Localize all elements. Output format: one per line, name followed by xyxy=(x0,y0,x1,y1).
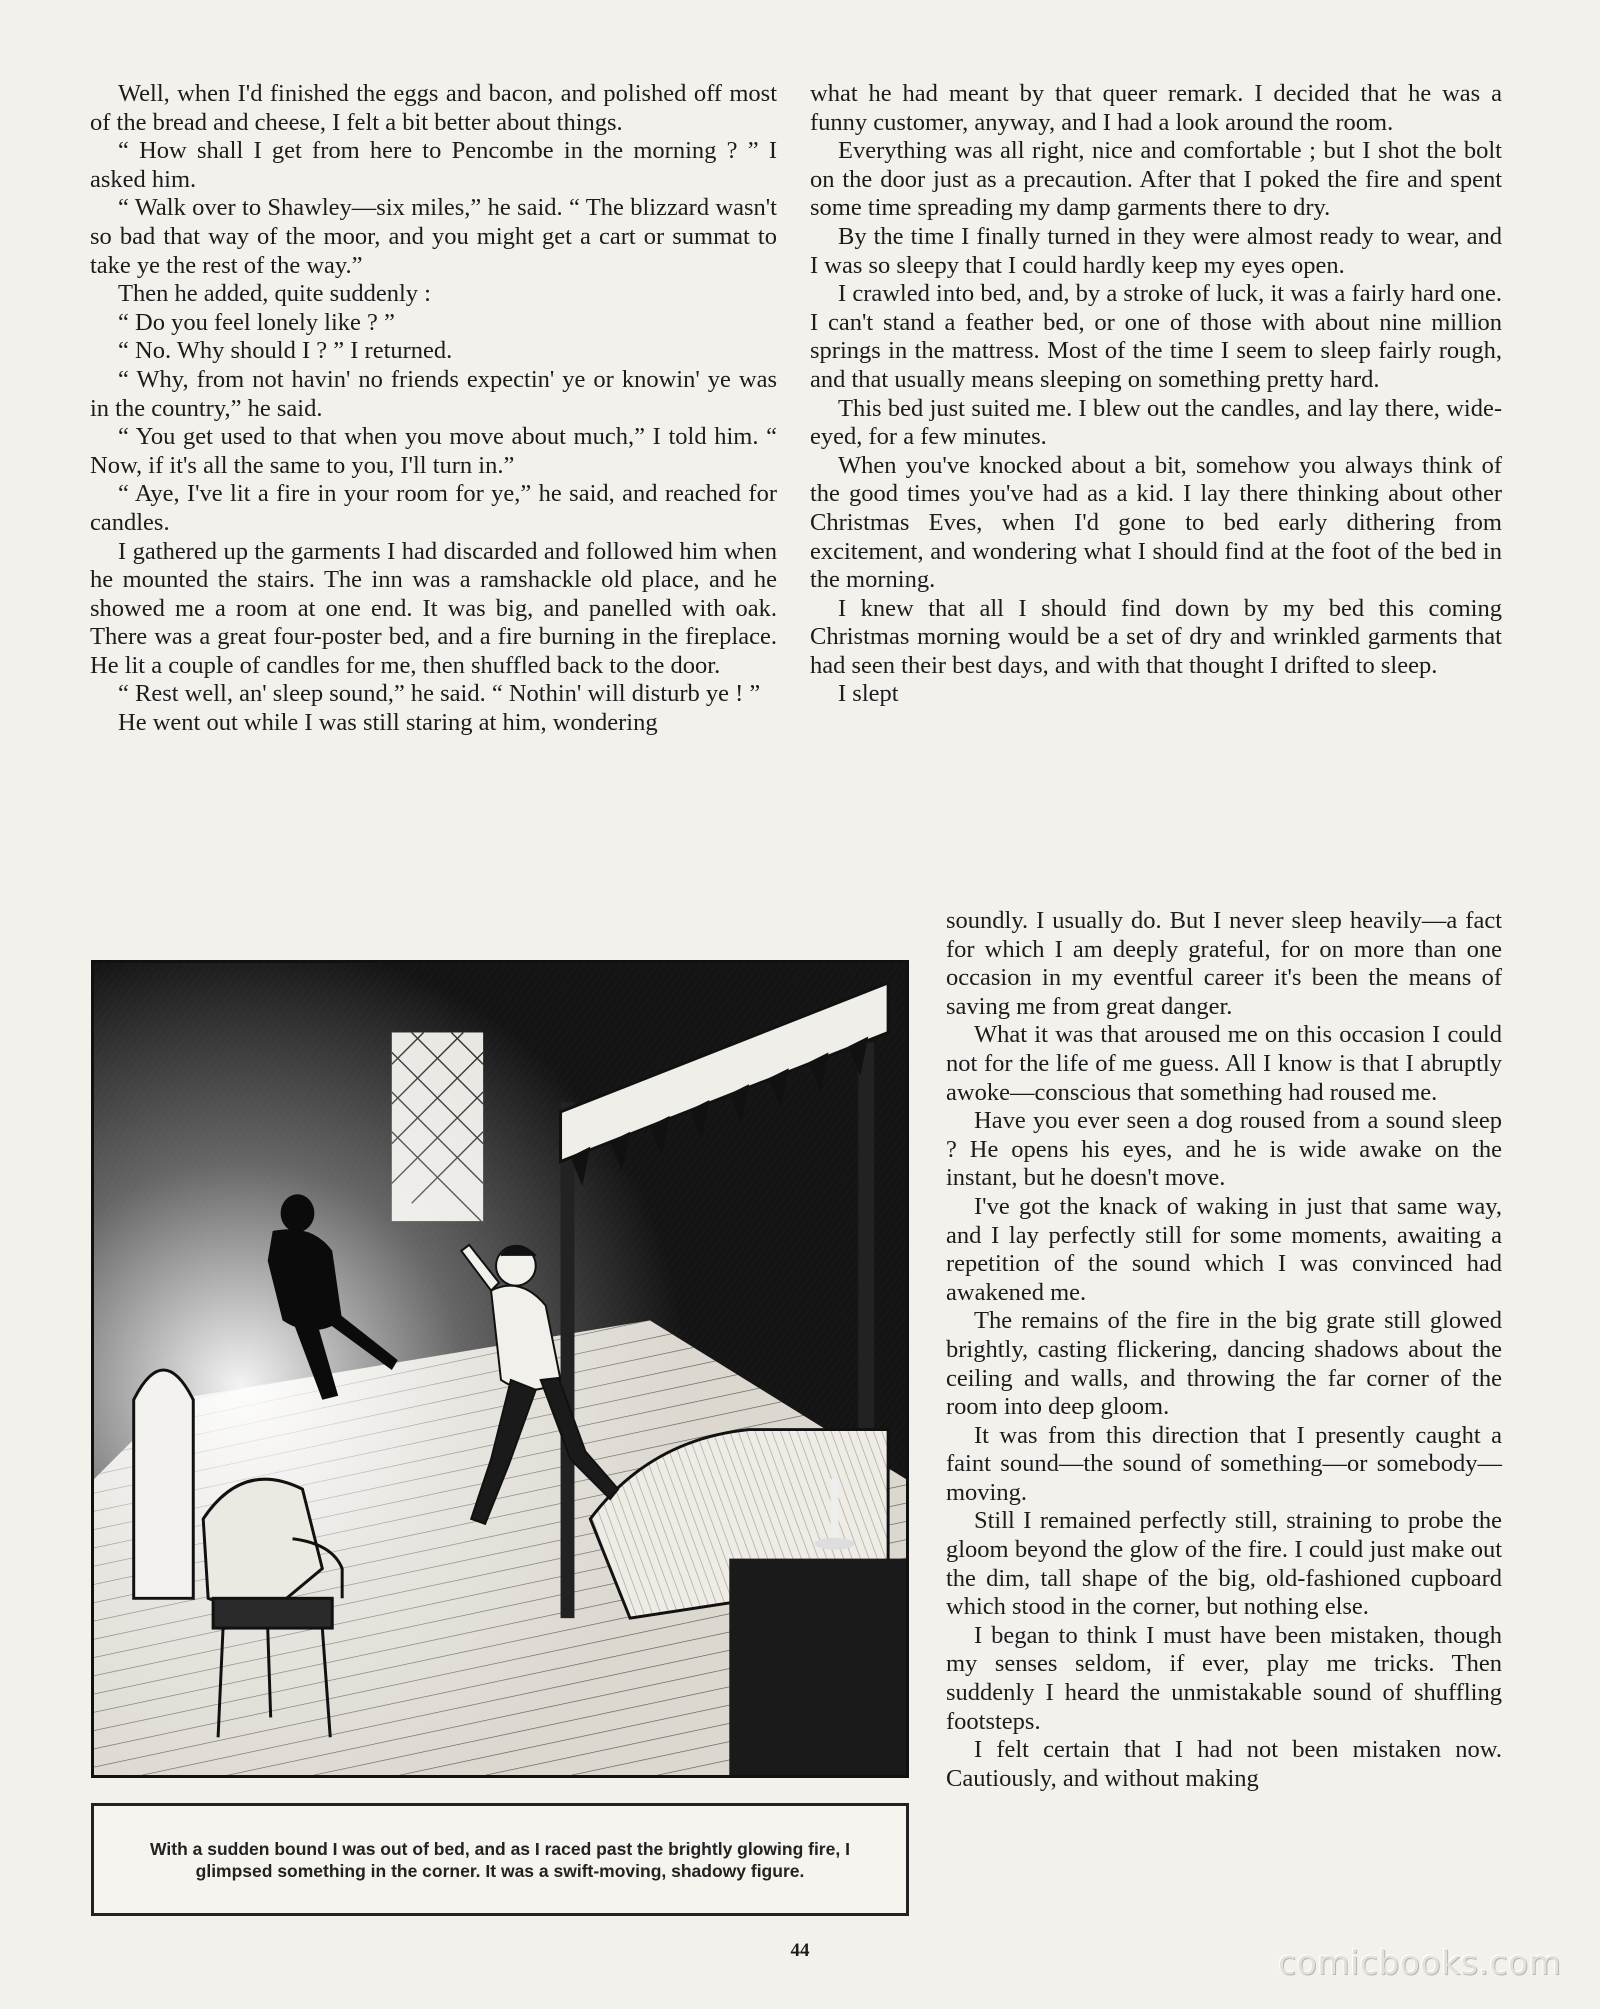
bedroom-scene-drawing xyxy=(94,963,906,1775)
left-column-paragraph: “ How shall I get from here to Pencombe in the morning ? ” I asked him. xyxy=(90,137,777,193)
right-column-lower-paragraph: soundly. I usually do. But I never sleep heavily—a fact for which I am deeply grateful, for on more than one occasion in my eventful career it's been the means of saving me from great danger. xyxy=(946,907,1502,1020)
story-illustration xyxy=(91,960,909,1778)
right-column-paragraph: When you've knocked about a bit, somehow you always think of the good times you've had as a kid. I lay there thinking about other Christmas Eves, when I'd gone to bed early dithering from excitement, and wondering what I should find at the foot of the bed in the morning. xyxy=(810,451,1502,594)
right-column-lower-paragraph: Have you ever seen a dog roused from a sound sleep ? He opens his eyes, and he is wide awake on the instant, but he doesn't move. xyxy=(946,1107,1502,1192)
left-column xyxy=(90,80,777,738)
right-column-bottom xyxy=(946,907,1502,1793)
right-column-paragraph: I crawled into bed, and, by a stroke of luck, it was a fairly hard one. I can't stand a feather bed, or one of those with about nine million springs in the mattress. Most of the time I seem to sleep fairly rough, and that usually means sleeping on something pretty hard. xyxy=(810,280,1502,393)
left-column-paragraph: He went out while I was still staring at him, wondering xyxy=(118,709,658,737)
page-number: 44 xyxy=(790,1940,810,1961)
caption-box xyxy=(91,1803,909,1916)
watermark: comicbooks.com xyxy=(1278,1943,1562,1982)
right-column-lower-paragraph: The remains of the fire in the big grate still glowed brightly, casting flickering, dancing shadows about the ceiling and walls, and throwing the far corner of the room into deep gloom. xyxy=(946,1307,1502,1421)
right-column-lower-paragraph: What it was that aroused me on this occasion I could not for the life of me guess. All I know is that I abruptly awoke—conscious that something had roused me. xyxy=(946,1021,1502,1106)
left-column-paragraph: “ Why, from not havin' no friends expectin' ye or knowin' ye was in the country,” he said. xyxy=(90,365,777,422)
right-column-lower-paragraph: I felt certain that I had not been mistaken now. Cautiously, and without making xyxy=(946,1736,1502,1792)
right-column-lower-paragraph: It was from this direction that I presently caught a faint sound—the sound of something—or somebody—moving. xyxy=(946,1421,1502,1506)
left-column-paragraph: “ Aye, I've lit a fire in your room for ye,” he said, and reached for candles. xyxy=(90,480,777,536)
right-column-paragraph: what he had meant by that queer remark. I decided that he was a funny customer, anyway, and I had a look around the room. xyxy=(810,80,1502,136)
right-column-paragraph: By the time I finally turned in they were almost ready to wear, and I was so sleepy that I could hardly keep my eyes open. xyxy=(810,222,1502,279)
left-column-paragraph: “ Walk over to Shawley—six miles,” he said. “ The blizzard wasn't so bad that way of the moor, and you might get a cart or summat to take ye the rest of the way.” xyxy=(90,194,777,279)
left-column-paragraph: Well, when I'd finished the eggs and bacon, and polished off most of the bread and cheese, I felt a bit better about things. xyxy=(90,80,777,136)
right-column-lower-paragraph: I began to think I must have been mistaken, though my senses seldom, if ever, play me tricks. Then suddenly I heard the unmistakable sound of shuffling footsteps. xyxy=(946,1621,1502,1735)
left-column-paragraph: “ You get used to that when you move about much,” I told him. “ Now, if it's all the same to you, I'll turn in.” xyxy=(90,423,777,479)
left-column-paragraph: Then he added, quite suddenly : xyxy=(118,280,431,308)
right-column-paragraph: I knew that all I should find down by my bed this coming Christmas morning would be a set of dry and wrinkled garments that had seen their best days, and with that thought I drifted to sleep. xyxy=(810,594,1502,679)
illustration-caption: With a sudden bound I was out of bed, and as I raced past the brightly glowing fire, I glimpsed something in the corner. It was a swift-moving, shadowy figure. xyxy=(150,1838,850,1881)
right-column-paragraph: Everything was all right, nice and comfortable ; but I shot the bolt on the door just as a precaution. After that I poked the fire and spent some time spreading my damp garments there to dry. xyxy=(810,137,1502,222)
right-column-lower-paragraph: I've got the knack of waking in just that same way, and I lay perfectly still for some moments, awaiting a repetition of the sound which I was convinced had awakened me. xyxy=(946,1192,1502,1306)
left-column-paragraph: I gathered up the garments I had discarded and followed him when he mounted the stairs. The inn was a ramshackle old place, and he showed me a room at one end. It was big, and panelled with oak. There was a great four-poster bed, and a fire burning in the fireplace. He lit a couple of candles for me, then shuffled back to the door. xyxy=(90,537,777,679)
left-column-paragraph: “ No. Why should I ? ” I returned. xyxy=(118,337,453,365)
right-column-paragraph: This bed just suited me. I blew out the candles, and lay there, wide-eyed, for a few minutes. xyxy=(810,394,1502,451)
right-column-top xyxy=(810,80,1502,709)
paragraph-split-start: I slept xyxy=(838,680,899,708)
right-column-top-paragraphs xyxy=(810,80,1502,680)
left-column-paragraph: “ Do you feel lonely like ? ” xyxy=(118,308,395,336)
right-column-lower-paragraph: Still I remained perfectly still, straining to probe the gloom beyond the glow of the fire. I could just make out the dim, tall shape of the big, old-fashioned cupboard which stood in the corner, but nothing else. xyxy=(946,1507,1502,1621)
left-column-paragraph: “ Rest well, an' sleep sound,” he said. “ Nothin' will disturb ye ! ” xyxy=(118,680,761,708)
